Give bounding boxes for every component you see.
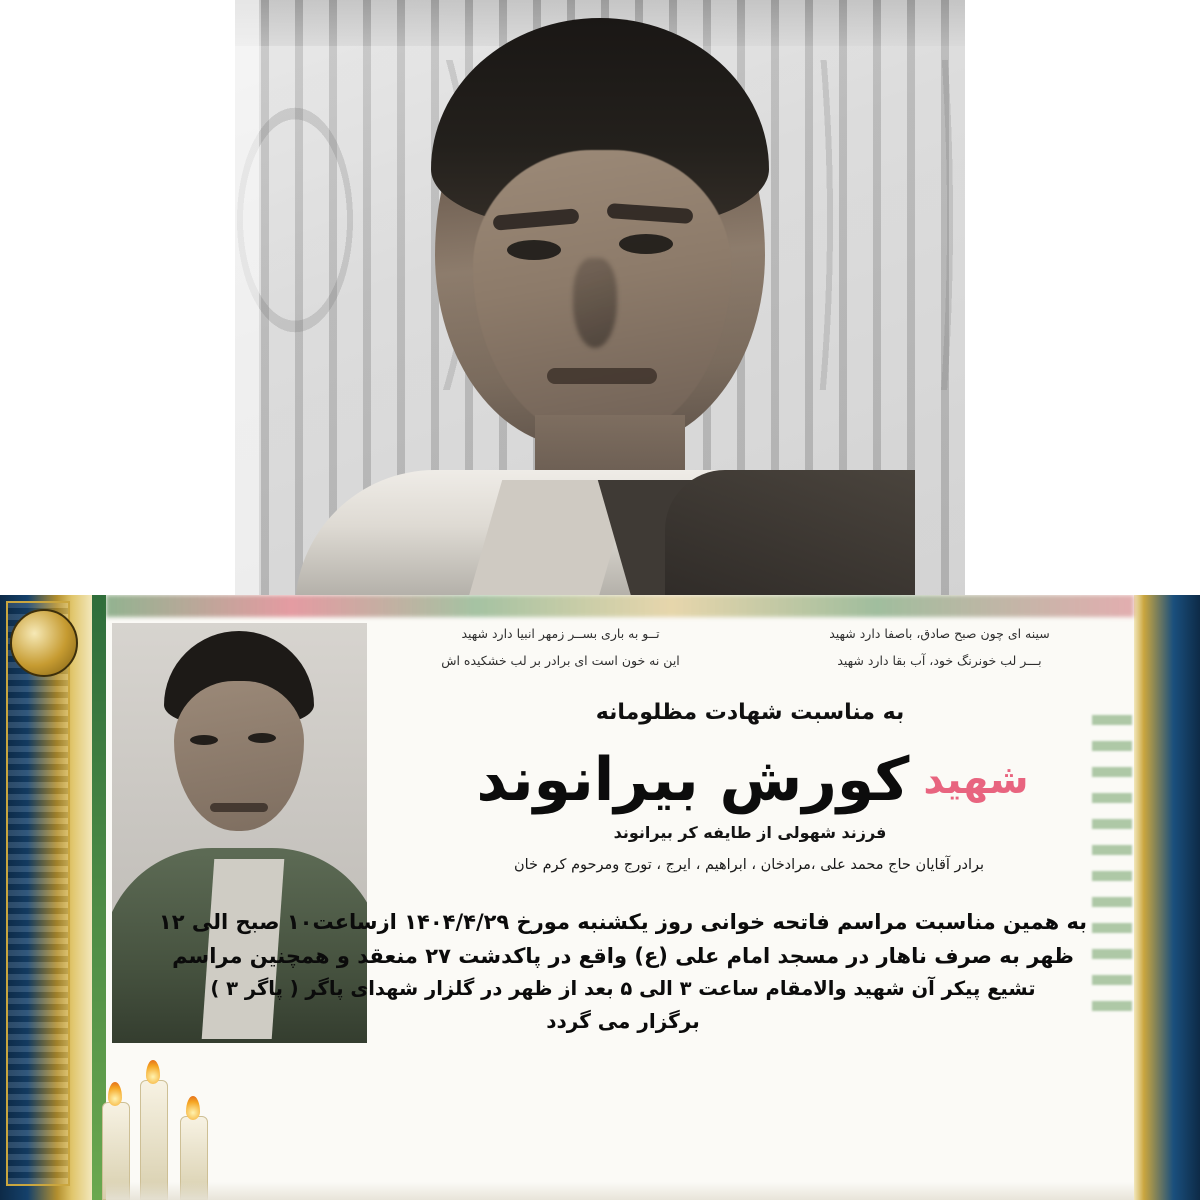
subject-eye-left — [507, 240, 561, 260]
detail-line-2: ظهر به صرف ناهار در مسجد امام علی (ع) واقع در پاکدشت ۲۷ منعقد و همچنین مراسم — [172, 944, 1074, 969]
subject-eye-right — [619, 234, 673, 254]
poster-medallion-icon — [10, 609, 78, 677]
photo-left-edge — [235, 0, 259, 595]
flame-icon — [108, 1082, 122, 1106]
flame-icon — [186, 1096, 200, 1120]
poster-border-left — [0, 595, 92, 1200]
couplet-2-right: این نه خون است ای برادر بر لب خشکیده اش — [441, 652, 680, 668]
poster-bottom-fade — [106, 1182, 1134, 1200]
detail-line-4: برگزار می گردد — [546, 1008, 700, 1033]
poster-border-right — [1134, 595, 1200, 1200]
memorial-poster — [0, 595, 1200, 1200]
couplet-row — [380, 625, 1120, 644]
poster-deceased-name: کورش بیرانوند — [476, 745, 910, 815]
couplet-2-center: بـــر لب خونرنگ خود، آب بقا دارد شهید — [837, 652, 1042, 668]
subject-mouth — [547, 368, 657, 384]
subject-jacket — [665, 470, 915, 595]
poster-subject-mouth — [210, 803, 268, 812]
poster-ceremony-details — [118, 905, 1128, 1037]
detail-line-3: تشیع پیکر آن شهید والامقام ساعت ۳ الی ۵ بعد از ظهر در گلزار شهدای پاگر ( پاگر ۳ ) — [210, 977, 1036, 1001]
poster-subject-eye-right — [248, 733, 276, 743]
poster-occasion-line: به مناسبت شهادت مظلومانه — [595, 700, 905, 725]
flame-icon — [146, 1060, 160, 1084]
poster-subject-eye-left — [190, 735, 218, 745]
couplet-row — [380, 652, 1120, 671]
detail-line-1: به همین مناسبت مراسم فاتحه خوانی روز یکشنبه مورخ ۱۴۰۴/۴/۲۹ ازساعت۱۰ صبح الی ۱۲ — [158, 910, 1088, 934]
couplet-1-center: سینه ای چون صبح صادق، باصفا دارد شهید — [829, 626, 1050, 641]
poster-floral-band — [106, 595, 1134, 617]
poster-title-prefix: شهید — [923, 757, 1029, 803]
subject-nose — [573, 258, 617, 348]
poster-candles-decoration — [96, 1070, 246, 1200]
poster-siblings-line: برادر آقایان حاج محمد علی ،مرادخان ، ابراهیم ، ایرج ، تورج ومرحوم کرم خان — [513, 857, 985, 873]
poster-couplets — [380, 625, 1120, 679]
portrait-frame — [235, 0, 965, 595]
couplet-1-right: تــو به باری بســر زمهر انبیا دارد شهید — [461, 626, 660, 641]
poster-name-line — [380, 745, 1125, 815]
poster-parent-line: فرزند شهولی از طایفه کر بیرانوند — [613, 823, 887, 842]
portrait-photo-top — [0, 0, 1200, 595]
